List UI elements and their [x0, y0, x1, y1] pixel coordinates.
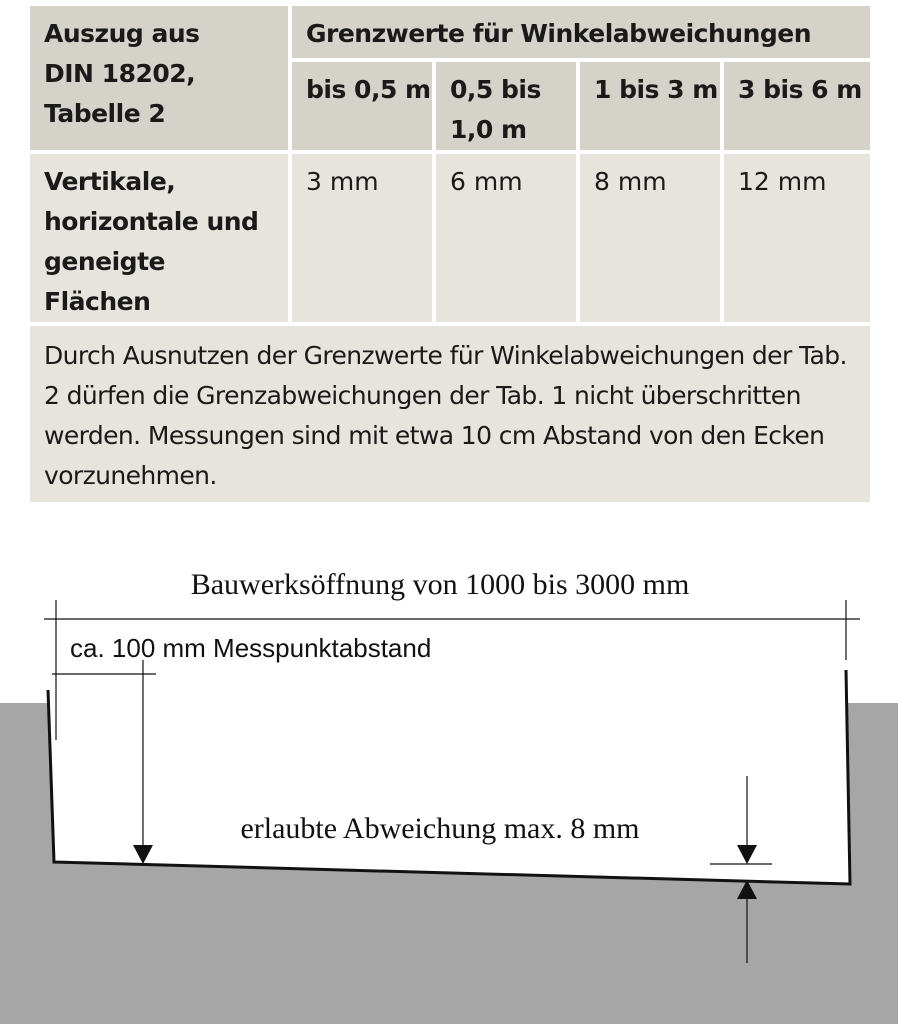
deviation-arrow-down — [737, 845, 757, 864]
row-label: Vertikale, horizontale und geneigte Flächen — [30, 154, 292, 326]
column-header-4: 3 bis 6 m — [724, 62, 870, 154]
opening-outline — [48, 670, 850, 884]
spacing-label: ca. 100 mm Messpunktabstand — [70, 633, 432, 663]
measure-point-arrow — [133, 845, 153, 864]
value-cell-3: 8 mm — [580, 154, 724, 326]
column-header-1: bis 0,5 m — [292, 62, 436, 154]
column-header-2: 0,5 bis 1,0 m — [436, 62, 580, 154]
table-corner-label: Auszug aus DIN 18202, Tabelle 2 — [30, 6, 292, 154]
deviation-label: erlaubte Abweichung max. 8 mm — [240, 812, 640, 845]
value-cell-2: 6 mm — [436, 154, 580, 326]
table-group-header: Grenzwerte für Winkelabweichungen — [292, 6, 870, 62]
opening-label: Bauwerksöffnung von 1000 bis 3000 mm — [190, 568, 690, 601]
table-note-text: Durch Ausnutzen der Grenzwerte für Winkelabweichungen der Tab. 2 dürfen die Grenzabweichungen der Tab. 1 nicht überschritten werden. Messungen sind mit etwa 10 cm Abstand von den Ecken vorzunehmen. — [44, 341, 847, 490]
value-cell-4: 12 mm — [724, 154, 870, 326]
value-cell-1: 3 mm — [292, 154, 436, 326]
column-header-3: 1 bis 3 m — [580, 62, 724, 154]
